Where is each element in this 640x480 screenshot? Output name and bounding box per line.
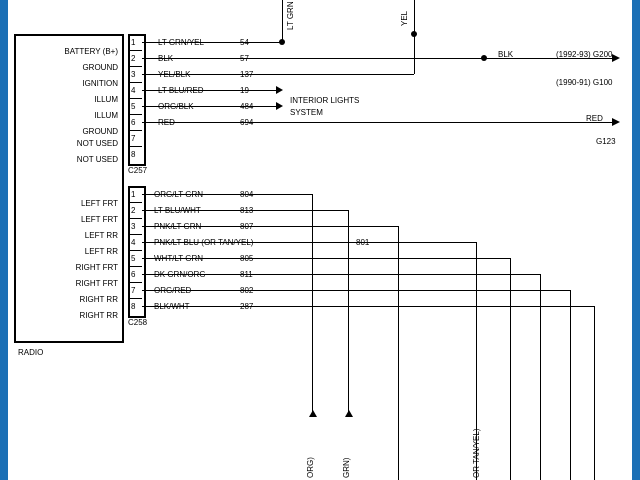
junction-dot [481,55,487,61]
ground-g100-label: (1990-91) G100 [556,78,613,87]
wire-c258-pin6-vertical [540,274,541,480]
junction-dot [411,31,417,37]
vertical-label-tan-yel: OR TAN/YEL) [472,428,481,478]
wire-c258-pin2-vertical [348,210,349,416]
c258-pin-function: LEFT RR [84,247,118,256]
diagram-canvas [8,0,632,480]
c257-pin-number: 6 [131,118,136,127]
wire-c257-pin1 [142,42,282,43]
wire-c257-pin6 [142,122,612,123]
c258-pin-sep [128,218,142,219]
c257-pin-function: NOT USED [76,155,118,164]
blk-branch-label: BLK [498,50,514,59]
c258-pin-function: RIGHT FRT [75,263,118,272]
c258-pin-number: 1 [131,190,136,199]
ground-g200-terminal [612,54,620,62]
interior-lights-note: INTERIOR LIGHTS [290,96,360,105]
wire-c257-pin2 [142,58,612,59]
wire-c257-pin1-vertical [282,0,283,42]
wire-c258-pin8 [142,306,594,307]
arrow-interior-lights-1 [276,86,283,94]
c257-pin-number: 1 [131,38,136,47]
wire-c257-pin4 [142,90,276,91]
c257-pin-sep [128,66,142,67]
c257-pin-sep [128,50,142,51]
c258-pin-function: RIGHT RR [79,295,118,304]
c258-pin-number: 7 [131,286,136,295]
c258-pin-number: 3 [131,222,136,231]
wire-c258-pin7-vertical [570,290,571,480]
c258-pin-sep [128,298,142,299]
wire-c257-pin3-vertical [414,0,415,74]
c257-pin-number: 8 [131,150,136,159]
connector-c258-label: C258 [128,318,148,327]
right-blue-border [632,0,640,480]
wire-c258-pin5 [142,258,510,259]
c258-pin-function: LEFT FRT [80,215,118,224]
c257-pin-function: GROUND [82,127,118,136]
vertical-label-lt-grn: LT GRN [286,1,295,30]
wire-c258-pin3-vertical [398,226,399,480]
c257-pin-function: NOT USED [76,139,118,148]
arrow-interior-lights-2 [276,102,283,110]
junction-dot [279,39,285,45]
radio-box-label: RADIO [18,348,44,357]
arrow-speaker-2 [345,410,353,417]
c258-pin-function: LEFT RR [84,231,118,240]
c258-pin-number: 8 [131,302,136,311]
system-note: SYSTEM [290,108,323,117]
c257-pin-sep [128,98,142,99]
c257-pin-function: ILLUM [94,95,118,104]
c257-pin-function: GROUND [82,63,118,72]
c258-pin-sep [128,282,142,283]
wire-c257-pin5 [142,106,276,107]
vertical-label-grn: GRN) [342,457,351,478]
c257-pin-number: 3 [131,70,136,79]
c257-pin-function: IGNITION [82,79,118,88]
c258-pin-function: RIGHT FRT [75,279,118,288]
c257-pin-sep [128,146,142,147]
c257-pin-sep [128,82,142,83]
wire-c258-pin2 [142,210,348,211]
c258-pin-number: 4 [131,238,136,247]
wire-c258-pin5-vertical [510,258,511,480]
left-blue-border [0,0,8,480]
arrow-speaker-1 [309,410,317,417]
c257-pin-number: 7 [131,134,136,143]
c257-pin-sep [128,114,142,115]
c258-pin-number: 2 [131,206,136,215]
wire-c258-pin3 [142,226,398,227]
wire-c258-pin7 [142,290,570,291]
c258-pin-function: RIGHT RR [79,311,118,320]
ground-g123-label: G123 [596,137,616,146]
c257-pin-number: 5 [131,102,136,111]
vertical-label-org: ORG) [306,457,315,478]
c258-pin-sep [128,202,142,203]
c257-pin-sep [128,130,142,131]
c258-pin-sep [128,234,142,235]
connector-c257-label: C257 [128,166,148,175]
vertical-label-yel: YEL [400,10,409,26]
wire-c258-pin8-vertical [594,306,595,480]
wire-c258-pin4 [142,242,476,243]
wire-c257-pin3 [142,74,414,75]
c257-pin-function: ILLUM [94,111,118,120]
c258-pin-sep [128,250,142,251]
c257-pin-number: 4 [131,86,136,95]
c257-pin-function: BATTERY (B+) [64,47,118,56]
c258-pin-sep [128,266,142,267]
ground-g200-label: (1992-93) G200 [556,50,613,59]
ground-g123-terminal [612,118,620,126]
wire-c258-pin1 [142,194,312,195]
wire-c258-pin6 [142,274,540,275]
wire-c258-pin1-vertical [312,194,313,416]
c258-pin-function: LEFT FRT [80,199,118,208]
c258-pin-number: 5 [131,254,136,263]
c257-pin-number: 2 [131,54,136,63]
red-branch-label: RED [586,114,603,123]
c258-pin-number: 6 [131,270,136,279]
